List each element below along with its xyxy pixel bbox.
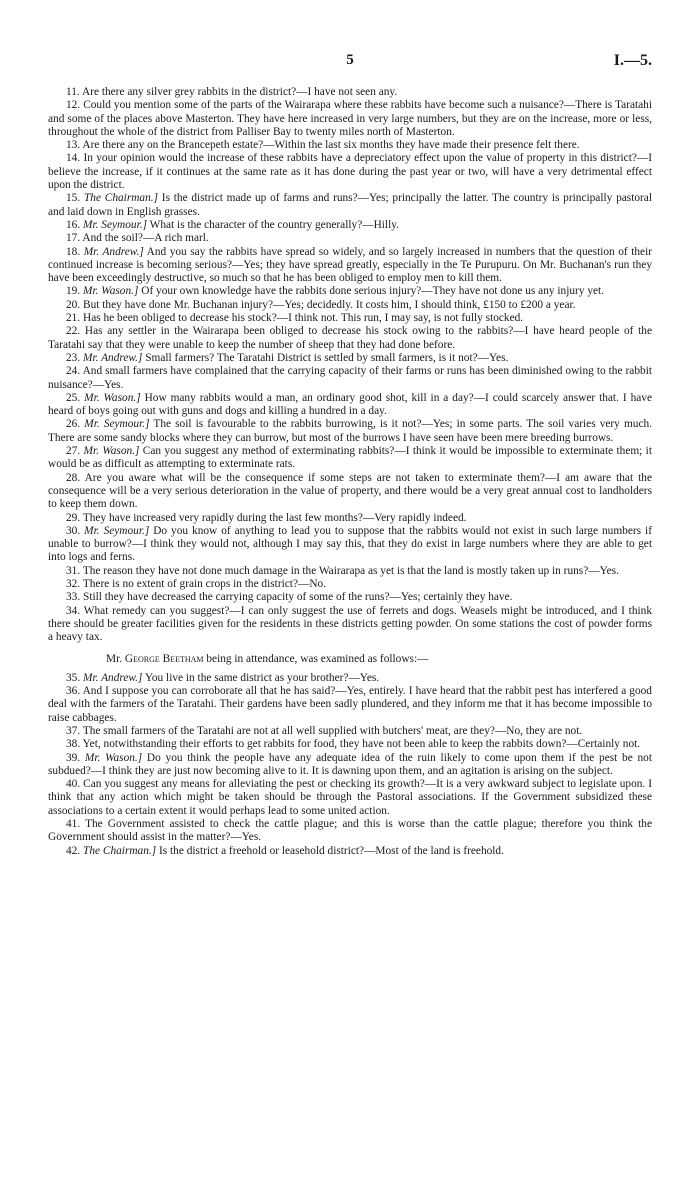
question-number: 31. (66, 564, 81, 577)
question-paragraph (48, 139, 652, 152)
question-text: Are there any on the Brancepeth estate?—Within the last six months they have made their presence felt there. (82, 139, 580, 152)
question-text: Of your own knowledge have the rabbits done serious injury?—They have not done us any injury yet. (141, 285, 605, 298)
speaker-label: Mr. Wason.] (84, 391, 141, 404)
question-paragraph (48, 285, 652, 298)
question-paragraph (48, 192, 652, 219)
question-number: 11. (66, 86, 80, 98)
question-paragraph (48, 565, 652, 578)
question-number: 13. (66, 139, 81, 152)
question-number: 36. (66, 685, 81, 698)
speaker-label: Mr. Wason.] (83, 445, 140, 458)
question-paragraph (48, 392, 652, 419)
interlude-suffix: being in attendance, was examined as follows:— (206, 653, 429, 666)
question-number: 27. (66, 445, 81, 458)
evidence-section-first-witness (48, 86, 652, 644)
speaker-label: Mr. Andrew.] (83, 671, 143, 684)
question-text: In your opinion would the increase of these rabbits have a depreciatory effect upon the value of property in this district?—I believe the increase, if it continues at the same rate as it has done during the past year or two, will have a very detrimental effect upon the district. (48, 152, 653, 192)
question-paragraph (48, 578, 652, 591)
witness-name: George Beetham (124, 653, 204, 666)
question-paragraph (48, 605, 652, 645)
question-text: The soil is favourable to the rabbits burrowing, is it not?—Yes; in some parts. The soil varies very much. There are some sandy blocks where they can burrow, but most of the burrows I have seen have been mere breeding burrows. (48, 418, 652, 444)
question-paragraph (48, 672, 652, 685)
question-paragraph (48, 365, 652, 392)
question-text: Do you know of anything to lead you to suppose that the rabbits would not exist in such large numbers if unable to burrow?—I think they would not, although I may say this, that they do exist in large numbers where they are able to get into logs and ferns. (48, 524, 652, 564)
question-paragraph (48, 352, 652, 365)
question-number: 22. (66, 325, 81, 338)
evidence-section-second-witness (48, 672, 652, 858)
speaker-label: Mr. Wason.] (83, 285, 139, 298)
document-body (48, 86, 652, 858)
question-number: 41. (66, 818, 81, 831)
question-text: And I suppose you can corroborate all that he has said?—Yes, entirely. I have heard that the rabbit pest has interfered a good deal with the farmers of the Taratahi. Their gardens have been sadly plundered, and they inform me that it has become impossible to raise cabbages. (48, 685, 652, 724)
question-paragraph (48, 512, 652, 525)
question-text: Are there any silver grey rabbits in the district?—I have not seen any. (81, 86, 398, 98)
interlude-prefix: Mr. (106, 653, 123, 666)
speaker-label: The Chairman.] (83, 844, 157, 857)
question-number: 23. (66, 351, 81, 364)
speaker-label: Mr. Seymour.] (84, 418, 150, 431)
question-paragraph (48, 778, 652, 818)
question-text: Could you mention some of the parts of the Wairarapa where these rabbits have become such a nuisance?—There is Taratahi and some of the places above Masterton. They have here increased in very large numbers, but they are on the increase, more or less, throughout the whole of the district from Palliser Bay to twenty miles north of Masterton. (48, 99, 652, 138)
witness-interlude (48, 653, 652, 666)
question-text: There is no extent of grain crops in the district?—No. (82, 577, 327, 590)
question-text: How many rabbits would a man, an ordinary good shot, kill in a day?—I could scarcely answer that. I have heard of boys going out with guns and dogs and killing a hundred in a day. (48, 391, 653, 418)
question-number: 19. (66, 285, 81, 298)
question-paragraph (48, 472, 652, 512)
question-text: The small farmers of the Taratahi are not at all well supplied with butchers' meat, are they?—No, they are not. (82, 724, 583, 737)
question-number: 12. (66, 99, 81, 112)
question-number: 29. (66, 511, 81, 524)
question-number: 42. (66, 844, 81, 857)
question-paragraph (48, 845, 652, 858)
question-text: And you say the rabbits have spread so widely, and so largely increased in numbers that the question of their continued increase is becoming serious?—Yes; they have spread greatly, especially in the Te Purupuru. On Mr. Buchanan's run they have been exceedingly destructive, so much so that he has been obliged to employ men to kill them. (48, 245, 652, 285)
question-text: They have increased very rapidly during the last few months?—Very rapidly indeed. (82, 511, 467, 524)
question-text: Is the district made up of farms and runs?—Yes; principally the latter. The country is principally pastoral and laid down in English grasses. (48, 192, 652, 218)
question-paragraph (48, 685, 652, 725)
question-text: Do you think the people have any adequate idea of the ruin likely to come upon them if the pest be not subdued?—I think they are just now becoming alive to it. It is dawning upon them, and an agitation is arising on the subject. (48, 751, 652, 777)
question-paragraph (48, 99, 652, 139)
document-reference: I.—5. (613, 52, 652, 69)
question-number: 28. (66, 471, 81, 484)
question-paragraph (48, 591, 652, 604)
speaker-label: Mr. Wason.] (84, 751, 143, 764)
page-number: 5 (346, 52, 354, 68)
speaker-label: Mr. Andrew.] (83, 351, 143, 364)
speaker-label: Mr. Andrew.] (83, 245, 144, 258)
question-paragraph (48, 232, 652, 245)
question-number: 38. (66, 738, 81, 751)
question-text: You live in the same district as your brother?—Yes. (144, 671, 380, 684)
question-text: What remedy can you suggest?—I can only suggest the use of ferrets and dogs. Weasels might be introduced, and I think there should be greater facilities given for the residents in these districts getting powder. On some stations the cost of powder forms a heavy tax. (48, 604, 653, 644)
question-number: 26. (66, 418, 81, 431)
question-text: And the soil?—A rich marl. (82, 232, 209, 245)
question-paragraph (48, 445, 652, 472)
question-text: But they have done Mr. Buchanan injury?—Yes; decidedly. It costs him, I should think, £150 to £200 a year. (83, 298, 576, 311)
question-number: 34. (66, 604, 81, 617)
speaker-label: Mr. Seymour.] (83, 218, 147, 231)
question-paragraph (48, 219, 652, 232)
question-text: Can you suggest any method of exterminating rabbits?—I think it would be impossible to exterminate them; it would be as difficult as attempting to exterminate rats. (48, 445, 652, 471)
question-paragraph (48, 418, 652, 445)
question-text: The Government assisted to check the cattle plague; and this is worse than the cattle plague; therefore you think the Government should assist in the matter?—Yes. (48, 818, 652, 844)
question-paragraph (48, 86, 652, 99)
question-number: 16. (66, 218, 81, 231)
speaker-label: Mr. Seymour.] (84, 524, 150, 537)
page-header (48, 52, 652, 86)
question-number: 18. (66, 245, 81, 258)
question-paragraph (48, 752, 652, 779)
question-text: Is the district a freehold or leasehold district?—Most of the land is freehold. (159, 844, 504, 857)
question-text: Has any settler in the Wairarapa been obliged to decrease his stock owing to the rabbits?—I have heard people of the Taratahi say that they were unable to keep the number of sheep that they had done before. (48, 325, 652, 351)
question-number: 39. (66, 751, 81, 764)
question-paragraph (48, 525, 652, 565)
question-paragraph (48, 818, 652, 845)
question-text: Yet, notwithstanding their efforts to get rabbits for food, they have not been able to keep the rabbits down?—Certainly not. (82, 738, 641, 751)
question-paragraph (48, 325, 652, 352)
question-number: 30. (66, 524, 81, 537)
question-number: 40. (66, 778, 81, 791)
question-paragraph (48, 299, 652, 312)
question-number: 14. (66, 152, 81, 165)
question-number: 21. (66, 312, 81, 325)
question-paragraph (48, 246, 652, 286)
question-number: 20. (66, 298, 81, 311)
question-text: Has he been obliged to decrease his stock?—I think not. This run, I may say, is not fully stocked. (83, 312, 524, 325)
question-text: Can you suggest any means for alleviating the pest or checking its growth?—It is a very awkward subject to legislate upon. I think that any action which might be taken should be through the Pastoral associations. If the Government subsidized these associations to a certain extent it would perhaps lead to some united action. (48, 778, 652, 817)
question-number: 33. (66, 591, 81, 604)
question-paragraph (48, 725, 652, 738)
question-text: What is the character of the country generally?—Hilly. (149, 218, 399, 231)
question-paragraph (48, 738, 652, 751)
question-number: 35. (66, 671, 81, 684)
question-number: 32. (66, 577, 81, 590)
question-number: 37. (66, 724, 81, 737)
question-number: 24. (66, 365, 81, 378)
question-number: 15. (66, 192, 81, 205)
question-paragraph (48, 312, 652, 325)
question-text: Small farmers? The Taratahi District is settled by small farmers, is it not?—Yes. (145, 351, 509, 364)
question-text: Still they have decreased the carrying capacity of some of the runs?—Yes; certainly they have. (83, 591, 513, 604)
speaker-label: The Chairman.] (83, 192, 159, 205)
question-paragraph (48, 152, 652, 192)
question-text: The reason they have not done much damage in the Wairarapa as yet is that the land is mostly taken up in runs?—Yes. (82, 564, 619, 577)
question-text: And small farmers have complained that the carrying capacity of their farms or runs has been diminished owing to the rabbit nuisance?—Yes. (48, 365, 652, 391)
question-number: 25. (66, 391, 81, 404)
question-text: Are you aware what will be the consequence if some steps are not taken to exterminate them?—I am aware that the consequence will be a very serious deterioration in the value of property, and there would be a very great annual cost to landholders to keep them down. (48, 471, 652, 511)
question-number: 17. (66, 232, 81, 245)
